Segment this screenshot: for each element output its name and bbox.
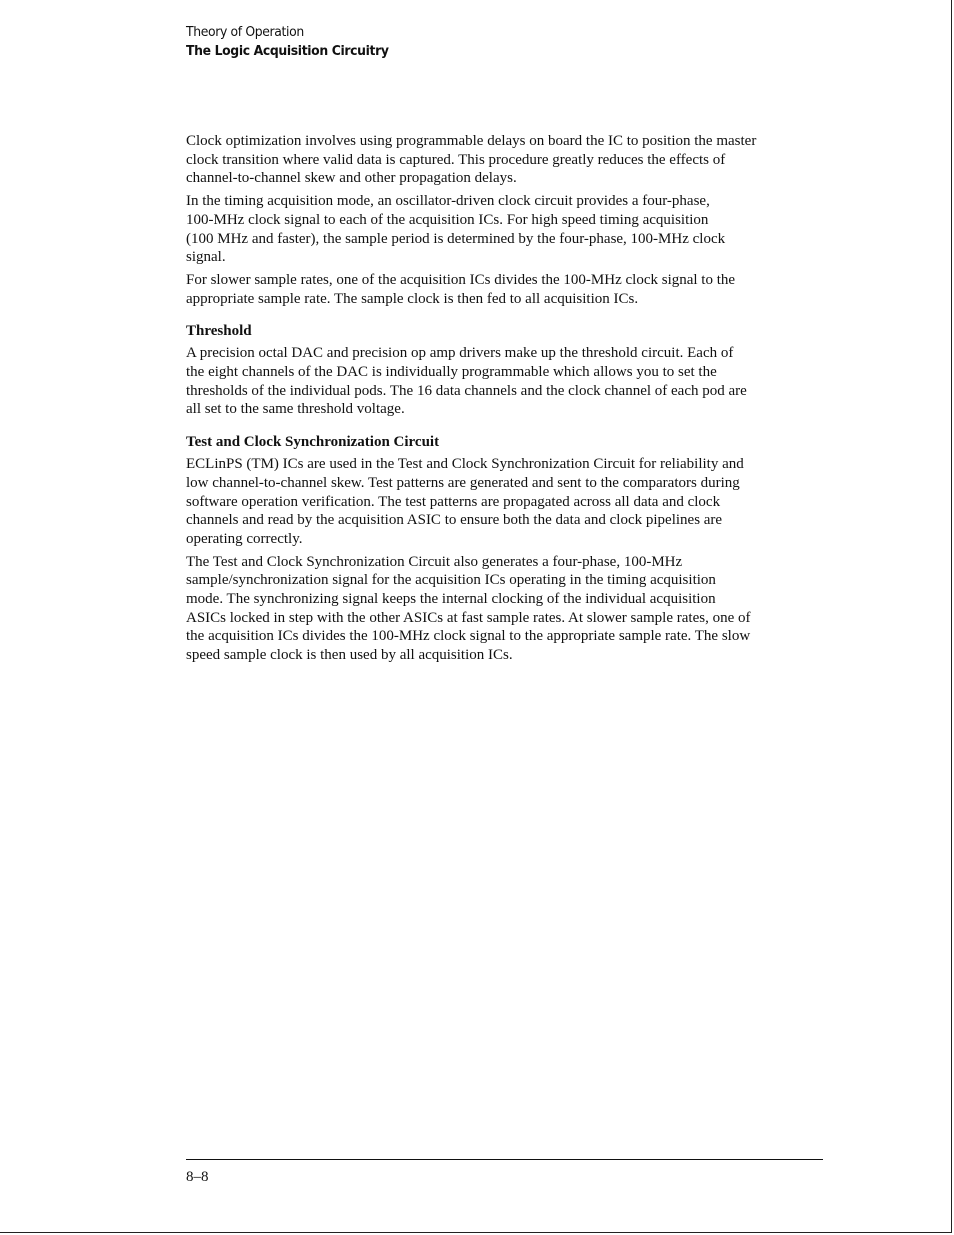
page-edge-right [951,0,952,1233]
heading-test-clock-sync: Test and Clock Synchronization Circuit [186,434,440,451]
paragraph-threshold-circuit: A precision octal DAC and precision op amp drivers make up the threshold circuit. Each of the eight channels of the DAC is individually programmable which allows you to set the thresholds of the individual pods. The 16 data channels and the clock channel of each pod are all set to the same threshold voltage. [186,345,747,418]
page-edge-bottom [0,1232,952,1233]
paragraph-clock-optimization: Clock optimization involves using programmable delays on board the IC to position the master clock transition where valid data is captured. This procedure greatly reduces the effects of channel-to-channel skew and other propagation delays. [186,133,757,187]
paragraph-timing-acquisition-mode: In the timing acquisition mode, an oscillator-driven clock circuit provides a four-phase, 100-MHz clock signal to each of the acquisition ICs. For high speed timing acquisition (100 MHz and faster), the sample period is determined by the four-phase, 100-MHz clock signal. [186,193,726,266]
footer-rule [186,1159,823,1160]
paragraph-sync-signal: The Test and Clock Synchronization Circuit also generates a four-phase, 100-MHz sample/synchronization signal for the acquisition ICs operating in the timing acquisition mode. The synchronizing signal keeps the internal clocking of the individual acquisition ASICs locked in step with the other ASICs at fast sample rates. At slower sample rates, one of the acquisition ICs divides the 100-MHz clock signal to the appropriate sample rate. The slow speed sample clock is then used by all acquisition ICs. [186,553,751,664]
section-title: The Logic Acquisition Circuitry [186,43,389,59]
page-body [186,132,826,669]
chapter-title: Theory of Operation [186,24,304,40]
page-number: 8–8 [186,1169,209,1185]
paragraph-eclinps: ECLinPS (TM) ICs are used in the Test and Clock Synchronization Circuit for reliability and low channel-to-channel skew. Test patterns are generated and sent to the comparators during software operation verification. The test patterns are propagated across all data and clock channels and read by the acquisition ASIC to ensure both the data and clock pipelines are operating correctly. [186,456,744,547]
running-header [186,23,389,61]
paragraph-slower-sample-rates: For slower sample rates, one of the acquisition ICs divides the 100-MHz clock signal to the appropriate sample rate. The sample clock is then fed to all acquisition ICs. [186,271,736,307]
heading-threshold: Threshold [186,323,252,340]
